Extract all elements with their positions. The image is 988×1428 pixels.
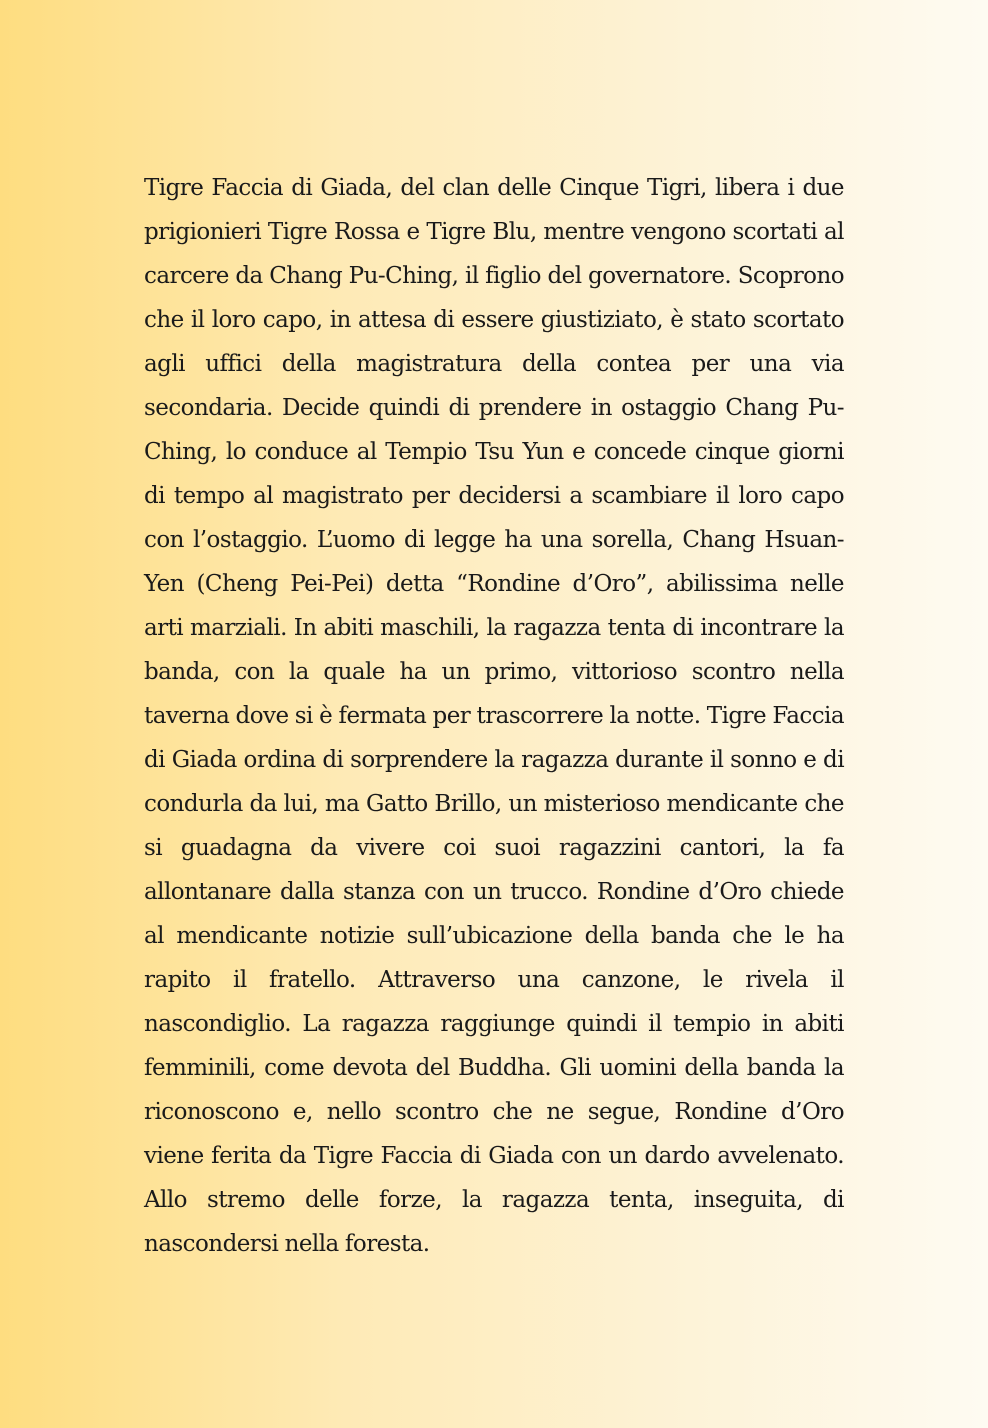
body-paragraph: Tigre Faccia di Giada, del clan delle Cinque Tigri, libera i due prigionieri Tigre Rossa e Tigre Blu, mentre vengono scortati al carcere da Chang Pu-Ching, il figlio del governatore. Scoprono che il loro capo, in attesa di essere giustiziato, è stato scortato agli uffici della magistratura della contea per una via secondaria. Decide quindi di prendere in ostaggio Chang Pu-Ching, lo conduce al Tempio Tsu Yun e concede cinque giorni di tempo al magistrato per decidersi a scambiare il loro capo con l’ostaggio. L’uomo di legge ha una sorella, Chang Hsuan-Yen (Cheng Pei-Pei) detta “Rondine d’Oro”, abilissima nelle arti marziali. In abiti maschili, la ragazza tenta di incontrare la banda, con la quale ha un primo, vittorioso scontro nella taverna dove si è fermata per trascorrere la notte. Tigre Faccia di Giada ordina di sorprendere la ragazza durante il sonno e di condurla da lui, ma Gatto Brillo, un misterioso mendicante che si guadagna da vivere coi suoi ragazzini cantori, la fa allontanare dalla stanza con un trucco. Rondine d’Oro chiede al mendicante notizie sull’ubicazione della banda che le ha rapito il fratello. Attraverso una canzone, le rivela il nascondiglio. La ragazza raggiunge quindi il tempio in abiti femminili, come devota del Buddha. Gli uomini della banda la riconoscono e, nello scontro che ne segue, Rondine d’Oro viene ferita da Tigre Faccia di Giada con un dardo avvelenato. Allo stremo delle forze, la ragazza tenta, inseguita, di nascondersi nella foresta. (144, 175, 844, 1257)
